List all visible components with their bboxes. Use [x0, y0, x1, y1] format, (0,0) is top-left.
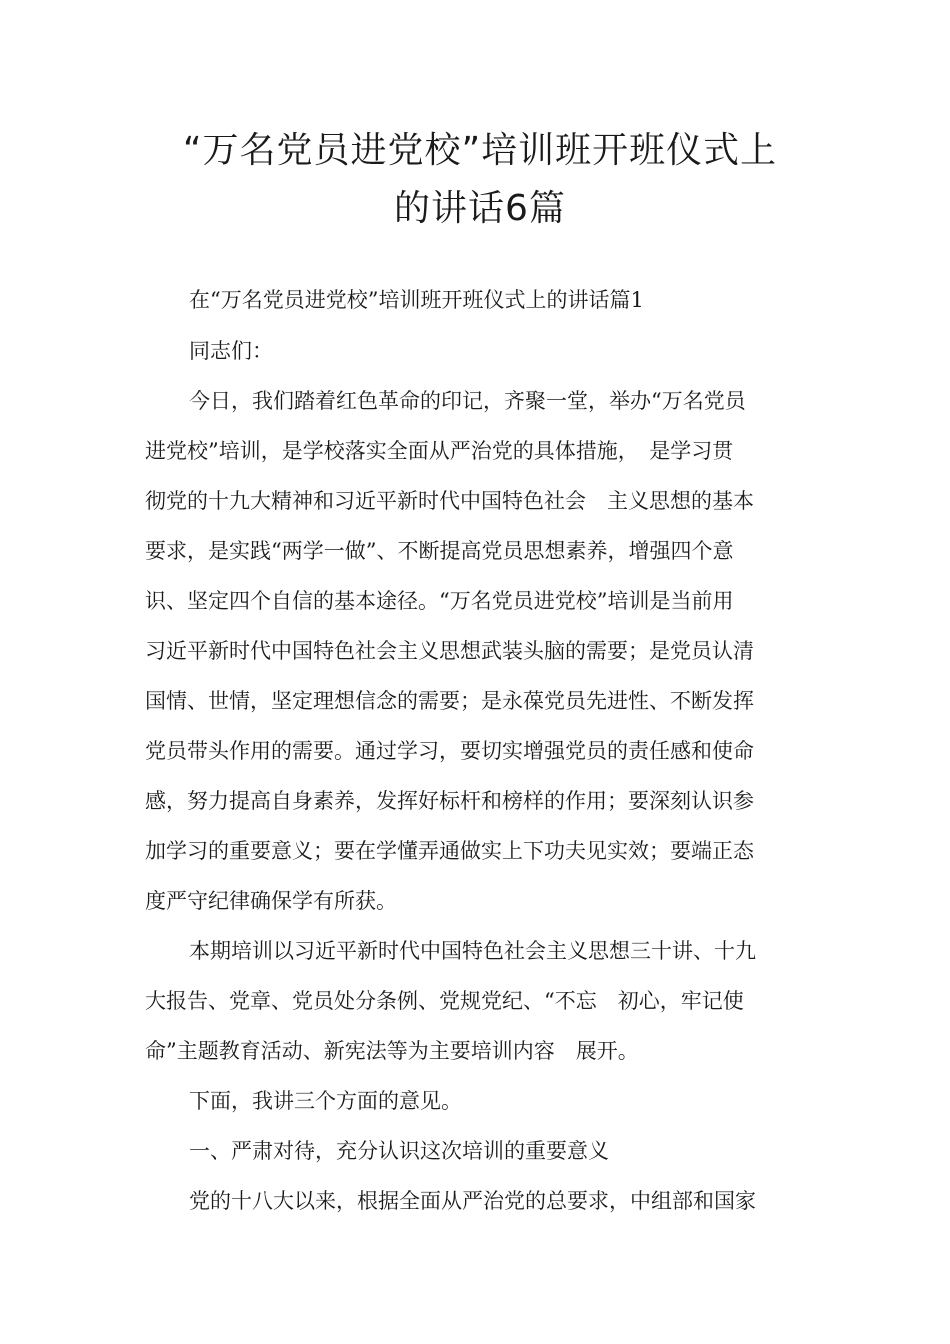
- body-line: 进党校”培训，是学校落实全面从严治党的具体措施， 是学习贯: [145, 439, 734, 463]
- body-line: 感，努力提高自身素养，发挥好标杆和榜样的作用；要深刻认识参: [145, 789, 754, 813]
- title-line-2: 的讲话6篇: [394, 188, 566, 229]
- body-line: 要求，是实践“两学一做”、不断提高党员思想素养，增强四个意: [145, 539, 734, 563]
- body-line: 本期培训以习近平新时代中国特色社会主义思想三十讲、十九: [189, 939, 756, 963]
- body-line: 党的十八大以来，根据全面从严治党的总要求，中组部和国家: [189, 1189, 756, 1213]
- section-heading: 在“万名党员进党校”培训班开班仪式上的讲话篇1: [189, 288, 644, 312]
- body-line: 大报告、党章、党员处分条例、党规党纪、“不忘 初心，牢记使: [145, 989, 744, 1013]
- body-line: 加学习的重要意义；要在学懂弄通做实上下功夫见实效；要端正态: [145, 839, 754, 863]
- body-line: 彻党的十九大精神和习近平新时代中国特色社会 主义思想的基本: [145, 489, 754, 513]
- body-line: 今日，我们踏着红色革命的印记，齐聚一堂，举办“万名党员: [189, 389, 746, 413]
- subheading: 一、严肃对待，充分认识这次培训的重要意义: [189, 1139, 609, 1163]
- body-line: 习近平新时代中国特色社会主义思想武装头脑的需要；是党员认清: [145, 639, 754, 663]
- body-line: 度严守纪律确保学有所获。: [145, 889, 397, 913]
- body-line: 党员带头作用的需要。通过学习，要切实增强党员的责任感和使命: [145, 739, 754, 763]
- body-line: 识、坚定四个自信的基本途径。“万名党员进党校”培训是当前用: [145, 589, 734, 613]
- title-line-1: “万名党员进党校”培训班开班仪式上: [182, 130, 778, 171]
- body-line: 下面，我讲三个方面的意见。: [189, 1089, 462, 1113]
- salutation: 同志们：: [189, 339, 273, 363]
- body-line: 命”主题教育活动、新宪法等为主要培训内容 展开。: [145, 1039, 639, 1063]
- document-title: [120, 122, 840, 238]
- body-line: 国情、世情，坚定理想信念的需要；是永葆党员先进性、不断发挥: [145, 689, 754, 713]
